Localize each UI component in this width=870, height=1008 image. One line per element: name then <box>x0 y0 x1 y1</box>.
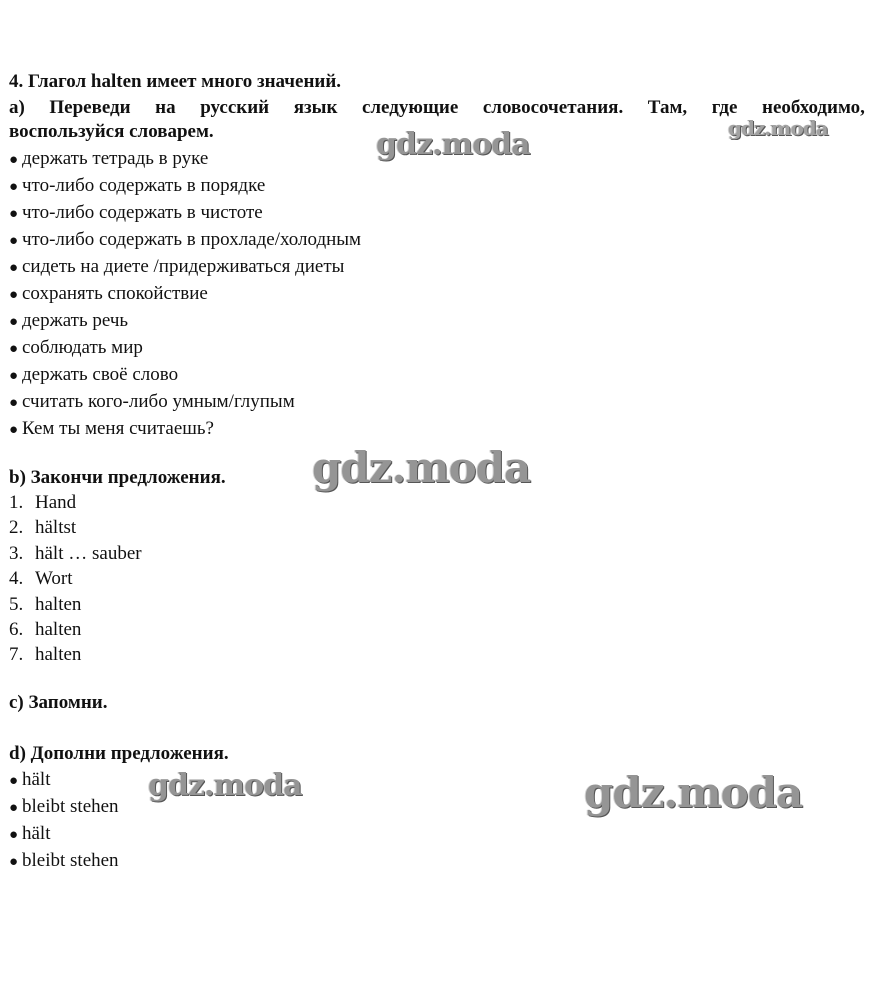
watermark: gdz.moda <box>312 443 531 492</box>
heading-word: русский <box>200 97 270 118</box>
watermark: gdz.moda <box>584 768 803 817</box>
numbered-item: 2. hältst <box>9 517 77 538</box>
list-item: ● hält <box>9 823 51 844</box>
bullet-icon: ● <box>9 152 19 168</box>
bullet-icon: ● <box>9 233 19 249</box>
heading-word: словосочетания. <box>482 97 624 118</box>
bullet-icon: ● <box>9 827 19 843</box>
numbered-item: 3. hält … sauber <box>9 543 142 564</box>
list-item: ● bleibt stehen <box>9 796 119 817</box>
watermark: gdz.moda <box>376 127 530 162</box>
bullet-icon: ● <box>9 179 19 195</box>
list-item: ● держать тетрадь в руке <box>9 148 209 169</box>
heading-word: Там, <box>647 97 688 118</box>
heading-word: на <box>155 97 176 118</box>
task-c-heading: c) Запомни. <box>9 692 108 713</box>
bullet-icon: ● <box>9 773 19 789</box>
heading-word: Переведи <box>49 97 131 118</box>
list-item: ● что-либо содержать в прохладе/холодным <box>9 229 362 250</box>
numbered-item: 1. Hand <box>9 492 77 513</box>
list-item: ● что-либо содержать в порядке <box>9 175 266 196</box>
list-item: ● держать речь <box>9 310 129 331</box>
task-title: 4. Глагол halten имеет много значений. <box>9 71 342 92</box>
bullet-icon: ● <box>9 422 19 438</box>
list-item: ● что-либо содержать в чистоте <box>9 202 263 223</box>
heading-word: где <box>711 97 738 118</box>
numbered-item: 5. halten <box>9 594 82 615</box>
heading-word: необходимо, <box>762 97 865 118</box>
list-item: ● держать своё слово <box>9 364 179 385</box>
numbered-item: 6. halten <box>9 619 82 640</box>
task-d-heading: d) Дополни предложения. <box>9 743 229 764</box>
bullet-icon: ● <box>9 287 19 303</box>
list-item: ● сохранять спокойствие <box>9 283 208 304</box>
watermark: gdz.moda <box>148 768 302 803</box>
heading-word: следующие <box>361 97 459 118</box>
bullet-icon: ● <box>9 395 19 411</box>
bullet-icon: ● <box>9 341 19 357</box>
bullet-icon: ● <box>9 368 19 384</box>
heading-word: a) <box>9 97 25 118</box>
list-item: ● считать кого-либо умным/глупым <box>9 391 295 412</box>
numbered-item: 7. halten <box>9 644 82 665</box>
bullet-icon: ● <box>9 314 19 330</box>
list-item: ● hält <box>9 769 51 790</box>
task-b-heading: b) Закончи предложения. <box>9 467 226 488</box>
bullet-icon: ● <box>9 206 19 222</box>
task-a-heading-line2: воспользуйся словарем. <box>9 121 214 142</box>
watermark: gdz.moda <box>728 116 828 140</box>
list-item: ● сидеть на диете /придерживаться диеты <box>9 256 345 277</box>
list-item: ● Кем ты меня считаешь? <box>9 418 214 439</box>
list-item: ● bleibt stehen <box>9 850 119 871</box>
bullet-icon: ● <box>9 260 19 276</box>
bullet-icon: ● <box>9 854 19 870</box>
heading-word: язык <box>293 97 338 118</box>
list-item: ● соблюдать мир <box>9 337 143 358</box>
bullet-icon: ● <box>9 800 19 816</box>
numbered-item: 4. Wort <box>9 568 73 589</box>
